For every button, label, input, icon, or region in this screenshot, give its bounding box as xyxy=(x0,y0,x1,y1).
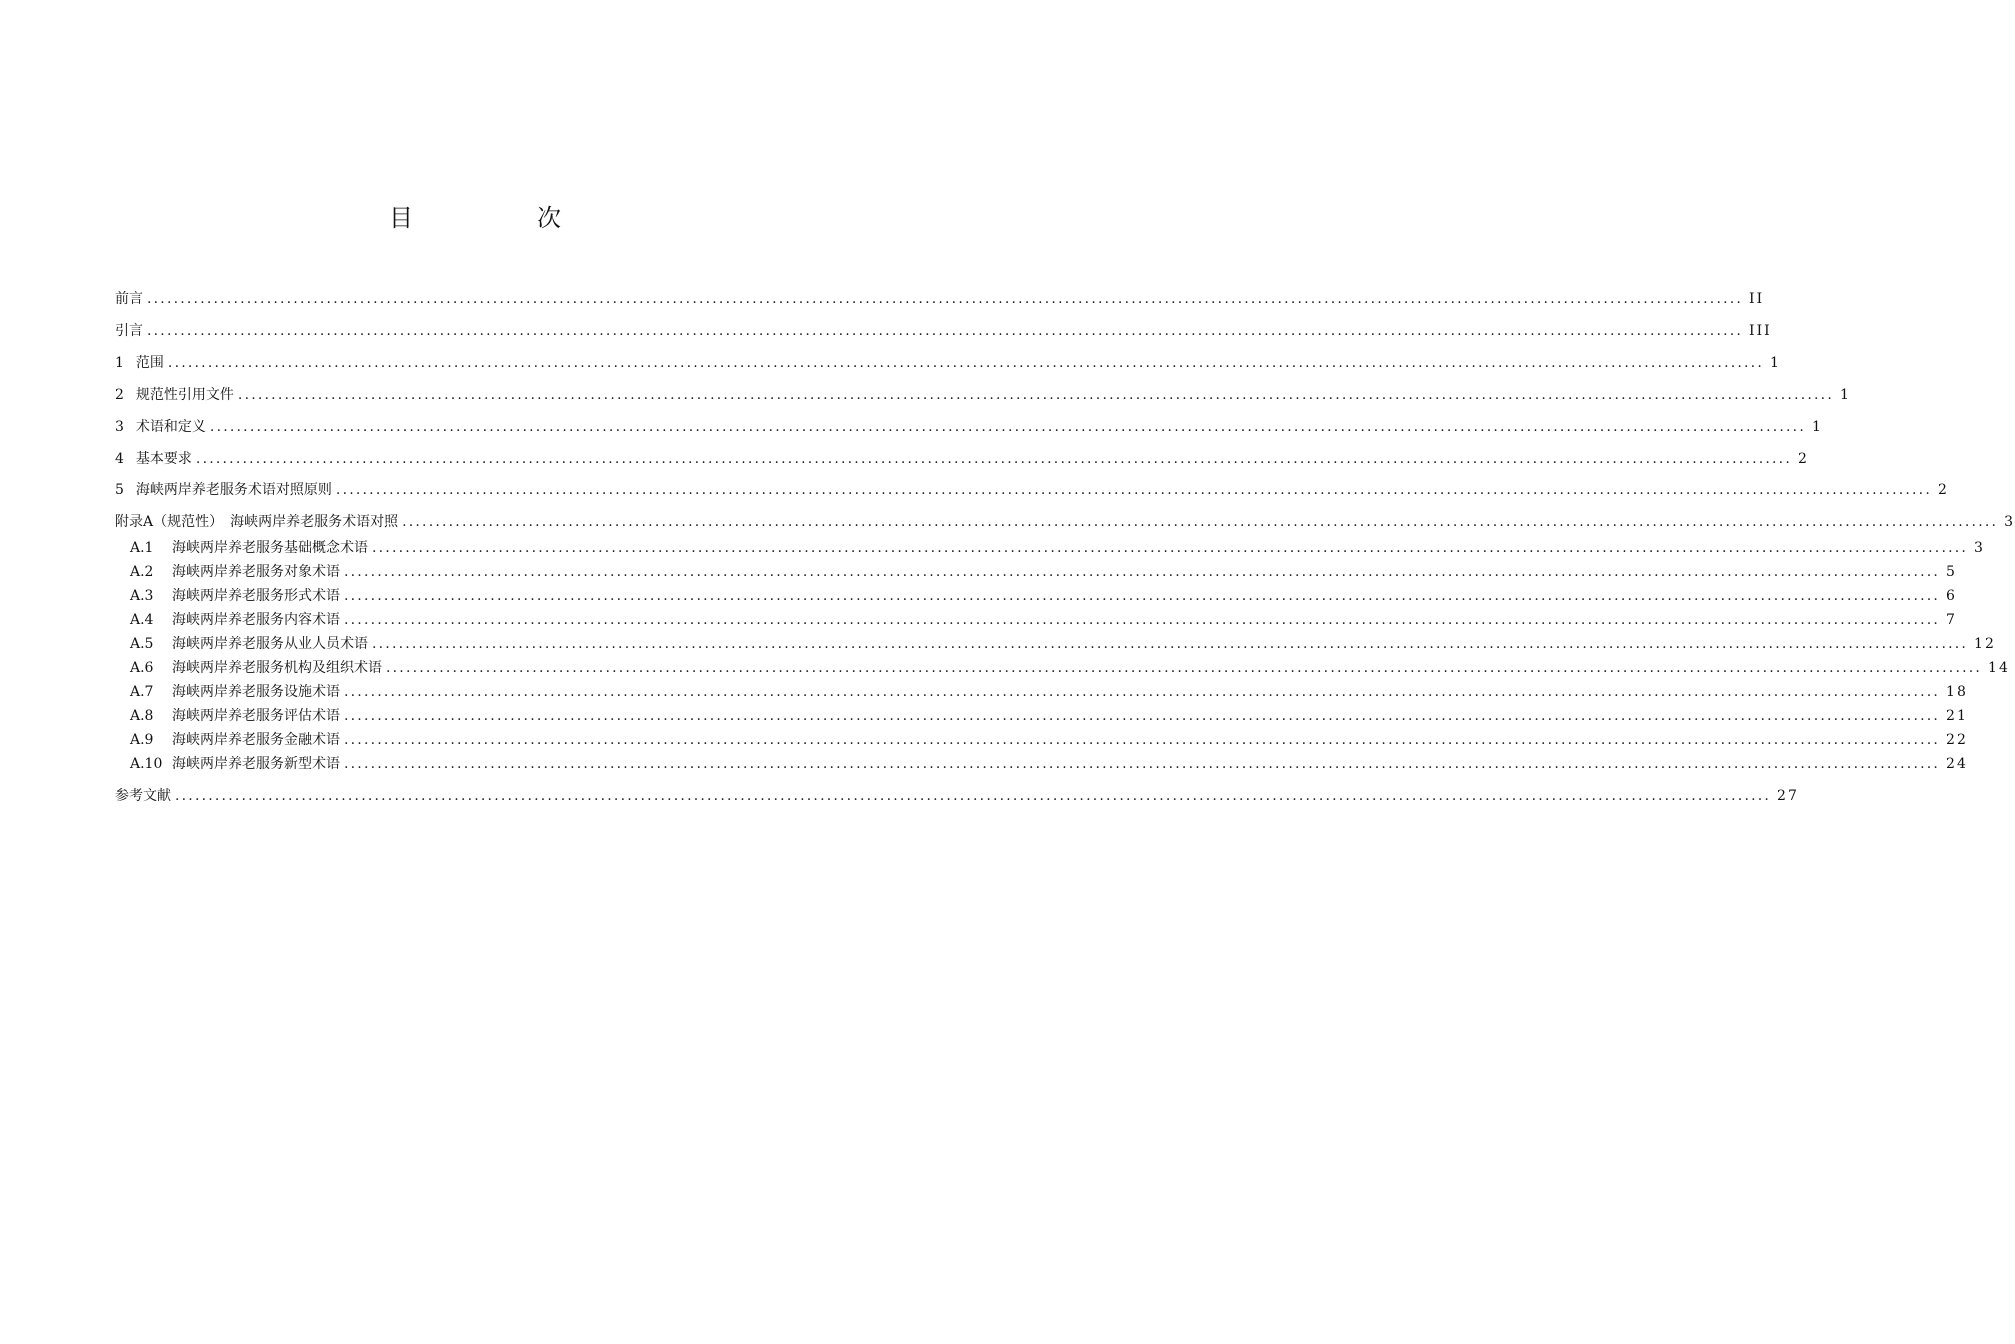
toc-entry-a7[interactable] xyxy=(130,681,1968,703)
dot-leader: ................................................................................................................................................................................................................................................ xyxy=(344,612,1941,628)
toc-entry-a3[interactable] xyxy=(130,585,1957,607)
toc-entry-number: 1 xyxy=(115,355,124,371)
toc-entry-a1[interactable] xyxy=(130,537,1985,559)
toc-page-number: 3 xyxy=(2004,514,2015,530)
dot-leader: ................................................................................................................................................................................................................................................ xyxy=(372,540,1969,556)
toc-entry-number: A.3 xyxy=(130,588,154,604)
toc-entry-number: A.1 xyxy=(130,540,154,556)
toc-page-number: 21 xyxy=(1946,708,1968,724)
toc-entry-1[interactable] xyxy=(115,352,1781,374)
toc-entry-number: 4 xyxy=(115,451,124,467)
toc-entry-label: 海峡两岸养老服务新型术语 xyxy=(172,756,340,772)
toc-entry-number: A.9 xyxy=(130,732,154,748)
toc-entry-bibliography[interactable] xyxy=(115,785,1799,807)
dot-leader: ................................................................................................................................................................................................................................................ xyxy=(335,482,1932,498)
dot-leader: ................................................................................................................................................................................................................................................ xyxy=(167,355,1764,371)
toc-page-number: 5 xyxy=(1946,564,1957,580)
toc-page-number: III xyxy=(1749,323,1772,339)
toc-entry-2[interactable] xyxy=(115,384,1851,406)
dot-leader: ................................................................................................................................................................................................................................................ xyxy=(209,419,1806,435)
dot-leader: ................................................................................................................................................................................................................................................ xyxy=(237,387,1834,403)
toc-page-number: 1 xyxy=(1769,355,1781,371)
toc-page-number: 22 xyxy=(1946,732,1968,748)
toc-entry-label: 海峡两岸养老服务设施术语 xyxy=(172,684,340,700)
toc-entry-5[interactable] xyxy=(115,479,1949,501)
dot-leader: ................................................................................................................................................................................................................................................ xyxy=(344,684,1941,700)
dot-leader: ................................................................................................................................................................................................................................................ xyxy=(402,514,1999,530)
dot-leader: ................................................................................................................................................................................................................................................ xyxy=(147,291,1744,307)
toc-entry-foreword[interactable] xyxy=(115,288,1765,310)
toc-entry-label: 基本要求 xyxy=(135,451,192,467)
toc-entry-a8[interactable] xyxy=(130,705,1968,727)
toc-page-number: 6 xyxy=(1946,588,1957,604)
page-title: 目 次 xyxy=(389,204,611,232)
toc-entry-a4[interactable] xyxy=(130,609,1957,631)
toc-entry-label: 海峡两岸养老服务金融术语 xyxy=(172,732,340,748)
toc-page-number: 3 xyxy=(1974,540,1985,556)
toc-entry-a5[interactable] xyxy=(130,633,1996,655)
toc-page-number: 12 xyxy=(1974,636,1996,652)
toc-entry-label: 附录A（规范性） 海峡两岸养老服务术语对照 xyxy=(115,514,399,530)
toc-entry-label: 海峡两岸养老服务术语对照原则 xyxy=(135,482,332,498)
toc-page-number: 2 xyxy=(1937,482,1949,498)
toc-entry-label: 前言 xyxy=(115,291,143,307)
toc-entry-label: 海峡两岸养老服务形式术语 xyxy=(172,588,340,604)
dot-leader: ................................................................................................................................................................................................................................................ xyxy=(344,732,1941,748)
toc-page-number: 7 xyxy=(1946,612,1957,628)
toc-entry-number: A.7 xyxy=(130,684,154,700)
toc-page-number: 27 xyxy=(1777,788,1799,804)
toc-entry-a9[interactable] xyxy=(130,729,1968,751)
toc-entry-number: A.5 xyxy=(130,636,154,652)
toc-entry-label: 海峡两岸养老服务机构及组织术语 xyxy=(172,660,382,676)
toc-entry-a2[interactable] xyxy=(130,561,1957,583)
toc-entry-a10[interactable] xyxy=(130,753,1968,775)
toc-entry-number: A.8 xyxy=(130,708,154,724)
toc-page-number: 18 xyxy=(1946,684,1968,700)
toc-entry-label: 参考文献 xyxy=(115,788,171,804)
dot-leader: ................................................................................................................................................................................................................................................ xyxy=(386,660,1983,676)
toc-page-number: 1 xyxy=(1811,419,1823,435)
toc-entry-number: A.10 xyxy=(130,756,163,772)
toc-entry-3[interactable] xyxy=(115,416,1823,438)
toc-page-number: II xyxy=(1749,291,1765,307)
toc-entry-number: 3 xyxy=(115,419,124,435)
toc-entry-label: 海峡两岸养老服务从业人员术语 xyxy=(172,636,368,652)
dot-leader: ................................................................................................................................................................................................................................................ xyxy=(344,564,1941,580)
toc-entry-label: 术语和定义 xyxy=(135,419,206,435)
toc-entry-number: A.4 xyxy=(130,612,154,628)
toc-entry-label: 海峡两岸养老服务对象术语 xyxy=(172,564,340,580)
dot-leader: ................................................................................................................................................................................................................................................ xyxy=(344,588,1941,604)
dot-leader: ................................................................................................................................................................................................................................................ xyxy=(372,636,1969,652)
toc-entry-number: A.2 xyxy=(130,564,154,580)
toc-entry-a6[interactable] xyxy=(130,657,2010,679)
dot-leader: ................................................................................................................................................................................................................................................ xyxy=(195,451,1792,467)
toc-entry-number: A.6 xyxy=(130,660,154,676)
toc-entry-label: 规范性引用文件 xyxy=(135,387,234,403)
dot-leader: ................................................................................................................................................................................................................................................ xyxy=(175,788,1772,804)
toc-page-number: 2 xyxy=(1797,451,1809,467)
toc-entry-label: 引言 xyxy=(115,323,143,339)
toc-page-number: 14 xyxy=(1988,660,2010,676)
toc-page-number: 1 xyxy=(1839,387,1851,403)
toc-entry-label: 海峡两岸养老服务评估术语 xyxy=(172,708,340,724)
toc-entry-annex-a[interactable] xyxy=(115,511,2015,533)
dot-leader: ................................................................................................................................................................................................................................................ xyxy=(147,323,1744,339)
toc-entry-label: 海峡两岸养老服务内容术语 xyxy=(172,612,340,628)
toc-entry-number: 2 xyxy=(115,387,124,403)
toc-entry-label: 海峡两岸养老服务基础概念术语 xyxy=(172,540,368,556)
dot-leader: ................................................................................................................................................................................................................................................ xyxy=(344,756,1941,772)
toc-entry-introduction[interactable] xyxy=(115,320,1772,342)
toc-entry-label: 范围 xyxy=(135,355,164,371)
toc-entry-number: 5 xyxy=(115,482,124,498)
toc-page-number: 24 xyxy=(1946,756,1968,772)
dot-leader: ................................................................................................................................................................................................................................................ xyxy=(344,708,1941,724)
toc-entry-4[interactable] xyxy=(115,448,1809,470)
